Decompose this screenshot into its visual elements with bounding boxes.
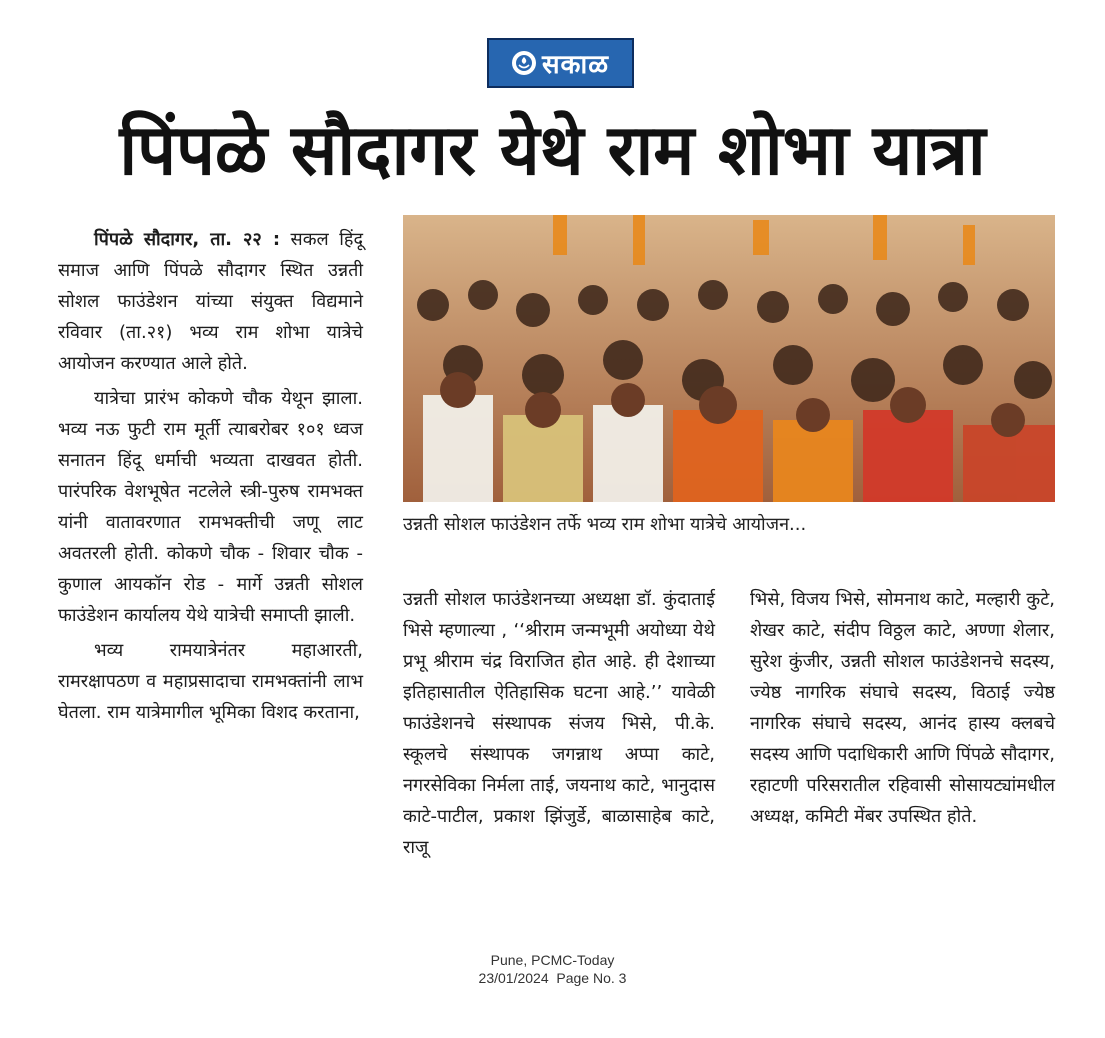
edition-label: Pune, PCMC-Today	[490, 952, 615, 968]
article-column-1	[58, 224, 363, 732]
article-paragraph-1	[58, 224, 363, 379]
date-page-label: 23/01/2024 Page No. 3	[478, 970, 627, 986]
dateline: पिंपळे सौदागर, ता. २२ :	[94, 229, 281, 250]
article-paragraph-4: उन्नती सोशल फाउंडेशनच्या अध्यक्षा डॉ. कुंदाताई भिसे म्हणाल्या , ‘‘श्रीराम जन्मभूमी अयोध्या येथे प्रभू श्रीराम चंद्र विराजित होत आहे. ही देशाच्या इतिहासातील ऐतिहासिक घटना आहे.’’ यावेळी फाउंडेशनचे संस्थापक संजय भिसे, पी.के. स्कूलचे संस्थापक जगन्नाथ अप्पा काटे, नगरसेविका निर्मला ताई, जयनाथ काटे, भानुदास काटे-पाटील, प्रकाश झिंजुर्डे, बाळासाहेब काटे, राजू	[403, 589, 715, 858]
page-footer	[400, 951, 705, 987]
article-paragraph-5: भिसे, विजय भिसे, सोमनाथ काटे, मल्हारी कुटे, शेखर काटे, संदीप विठ्ठल काटे, अण्णा शेलार, सुरेश कुंजीर, उन्नती सोशल फाउंडेशनचे सदस्य, ज्येष्ठ नागरिक संघाचे सदस्य, विठाई ज्येष्ठ नागरिक संघाचे सदस्य, आनंद हास्य क्लबचे सदस्य आणि पदाधिकारी आणि पिंपळे सौदागर, रहाटणी परिसरातील रहिवासी सोसायट्यांमधील अध्यक्ष, कमिटी मेंबर उपस्थित होते.	[750, 589, 1055, 827]
masthead-logo	[487, 38, 634, 88]
procession-photo	[403, 215, 1055, 502]
article-column-3	[750, 584, 1055, 836]
article-column-2	[403, 584, 715, 867]
masthead-title: सकाळ	[541, 50, 610, 80]
article-paragraph-3: भव्य रामयात्रेनंतर महाआरती, रामरक्षापठण व महाप्रसादाचा रामभक्तांनी लाभ घेतला. राम यात्रेमागील भूमिका विशद करताना,	[58, 640, 363, 723]
sakal-emblem-icon	[512, 51, 536, 75]
article-paragraph-2: यात्रेचा प्रारंभ कोकणे चौक येथून झाला. भव्य नऊ फुटी राम मूर्ती त्याबरोबर १०१ ध्वज सनातन हिंदू धर्माची भव्यता दाखवत होती. पारंपरिक वेशभूषेत नटलेले स्त्री-पुरुष रामभक्त यांनी वातावरणात रामभक्तीची जणू लाट अवतरली होती. कोकणे चौक - शिवार चौक - कुणाल आयकॉन रोड - मार्गे उन्नती सोशल फाउंडेशन कार्यालय येथे यात्रेची समाप्ती झाली.	[58, 388, 363, 626]
photo-caption: उन्नती सोशल फाउंडेशन तर्फे भव्य राम शोभा यात्रेचे आयोजन...	[403, 514, 807, 535]
article-headline: पिंपळे सौदागर येथे राम शोभा यात्रा	[119, 109, 986, 191]
paragraph-1-text: सकल हिंदू समाज आणि पिंपळे सौदागर स्थित उन्नती सोशल फाउंडेशन यांच्या संयुक्त विद्यमाने रविवार (ता.२१) भव्य राम शोभा यात्रेचे आयोजन करण्यात आले होते.	[58, 229, 364, 374]
